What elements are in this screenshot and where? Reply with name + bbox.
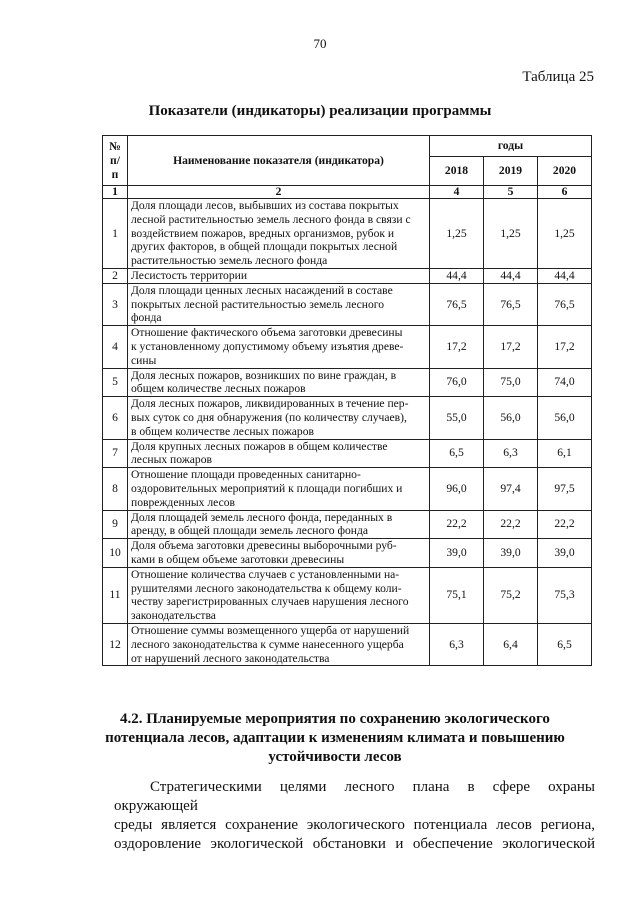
table-row [103, 567, 592, 623]
indicator-name-line: оздоровительных мероприятий к площади погибших и [131, 481, 403, 495]
table-row [103, 439, 592, 468]
table-row [103, 268, 592, 283]
indicator-name-line: Отношение фактического объема заготовки древесины [131, 326, 403, 340]
indicators-table [102, 135, 592, 666]
header-year: 2019 [484, 157, 538, 186]
section-heading [90, 710, 580, 767]
indicator-value: 6,3 [484, 439, 538, 468]
indicator-name-line: честву зарегистрированных случаев нарушения лесного [131, 595, 409, 609]
indicator-name [128, 439, 430, 468]
section-heading-line: 4.2. Планируемые мероприятия по сохранению экологического [120, 711, 550, 727]
indicator-name-line: растительностью земель лесного фонда [131, 254, 328, 268]
indicator-value: 76,5 [430, 283, 484, 325]
indicator-value: 76,5 [484, 283, 538, 325]
header-year: 2018 [430, 157, 484, 186]
indicator-name-line: покрытых лесной растительностью земель лесного [131, 297, 385, 311]
indicator-value: 76,0 [430, 368, 484, 397]
row-number: 8 [103, 468, 128, 510]
row-number: 4 [103, 326, 128, 368]
header-name: Наименование показателя (индикатора) [128, 136, 430, 186]
body-paragraph [114, 778, 595, 854]
row-number: 7 [103, 439, 128, 468]
indicator-name [128, 567, 430, 623]
column-index: 5 [484, 186, 538, 199]
header-num-line: п/ [110, 153, 120, 167]
indicator-value: 6,5 [538, 623, 592, 665]
row-number: 1 [103, 199, 128, 269]
indicator-name-line: Лесистость территории [131, 268, 248, 282]
indicator-name-line: воздействием пожаров, вредных организмов, рубок и [131, 226, 395, 240]
paragraph-line: Стратегическими целями лесного плана в сфере охраны окружающей [114, 779, 595, 814]
indicator-name [128, 283, 430, 325]
section-heading-line: потенциала лесов, адаптации к изменениям климата и повышению [105, 730, 565, 746]
table-row [103, 468, 592, 510]
row-number: 5 [103, 368, 128, 397]
page-number: 70 [313, 36, 327, 51]
header-year: 2020 [538, 157, 592, 186]
indicator-name-line: лесного законодательства к сумме нанесенного ущерба [131, 637, 404, 651]
indicator-value: 74,0 [538, 368, 592, 397]
indicator-name [128, 397, 430, 439]
indicator-value: 75,0 [484, 368, 538, 397]
indicator-name-line: Доля площадей земель лесного фонда, переданных в [131, 510, 393, 524]
table-title: Показатели (индикаторы) реализации программы [148, 103, 492, 119]
indicator-value: 75,3 [538, 567, 592, 623]
paragraph-line: оздоровление экологической обстановки и обеспечение экологической [114, 836, 595, 852]
indicator-name-line: Доля объема заготовки древесины выборочными руб- [131, 539, 397, 553]
indicator-value: 22,2 [430, 510, 484, 539]
indicator-value: 17,2 [430, 326, 484, 368]
indicator-name [128, 199, 430, 269]
indicator-name [128, 539, 430, 568]
table-row [103, 623, 592, 665]
row-number: 11 [103, 567, 128, 623]
indicator-name [128, 510, 430, 539]
table-row [103, 368, 592, 397]
indicator-name-line: лесных пожаров [131, 453, 212, 467]
header-num-line: № [109, 139, 121, 153]
header-num [103, 136, 128, 186]
row-number: 3 [103, 283, 128, 325]
indicator-value: 1,25 [538, 199, 592, 269]
table-label: Таблица 25 [522, 69, 594, 85]
indicator-value: 1,25 [430, 199, 484, 269]
indicator-value: 6,3 [430, 623, 484, 665]
table-row [103, 326, 592, 368]
column-index: 4 [430, 186, 484, 199]
indicator-name-line: сины [131, 353, 157, 367]
indicator-name-line: общем количестве лесных пожаров [131, 382, 306, 396]
indicator-value: 39,0 [538, 539, 592, 568]
indicator-name-line: фонда [131, 311, 162, 325]
indicator-name-line: поврежденных лесов [131, 495, 236, 509]
indicator-name-line: Доля площади ценных лесных насаждений в составе [131, 283, 393, 297]
indicator-name-line: к установленному допустимому объему изъятия древе- [131, 339, 404, 353]
header-years-label: годы [430, 136, 592, 157]
indicator-name-line: Доля крупных лесных пожаров в общем количестве [131, 439, 388, 453]
column-index: 2 [128, 186, 430, 199]
indicator-name-line: аренду, в общей площади земель лесного фонда [131, 524, 368, 538]
indicator-value: 22,2 [538, 510, 592, 539]
table-body [103, 199, 592, 666]
row-number: 6 [103, 397, 128, 439]
indicator-name-line: законодательства [131, 609, 216, 623]
indicator-name-line: Отношение количества случаев с установленными на- [131, 567, 400, 581]
table-row [103, 510, 592, 539]
row-number: 10 [103, 539, 128, 568]
paragraph-line: среды является сохранение экологического потенциала лесов региона, [114, 817, 595, 833]
indicator-value: 97,4 [484, 468, 538, 510]
indicator-value: 56,0 [538, 397, 592, 439]
table-row [103, 539, 592, 568]
indicator-name-line: Доля лесных пожаров, ликвидированных в течение пер- [131, 397, 409, 411]
indicator-name-line: Доля площади лесов, выбывших из состава покрытых [131, 199, 399, 212]
indicator-name [128, 623, 430, 665]
indicator-value: 6,5 [430, 439, 484, 468]
indicator-name-line: других факторов, в общей площади покрытых лесной [131, 240, 398, 254]
indicator-name-line: в общем количестве лесных пожаров [131, 424, 314, 438]
indicator-value: 44,4 [484, 268, 538, 283]
table-header-row [103, 136, 592, 157]
section-heading-line: устойчивости лесов [268, 749, 402, 765]
indicator-value: 22,2 [484, 510, 538, 539]
indicator-name [128, 326, 430, 368]
indicator-value: 1,25 [484, 199, 538, 269]
column-index-row [103, 186, 592, 199]
indicator-name-line: рушителями лесного законодательства к общему коли- [131, 581, 402, 595]
row-number: 12 [103, 623, 128, 665]
indicator-name-line: ками в общем объеме заготовки древесины [131, 552, 345, 566]
indicator-value: 97,5 [538, 468, 592, 510]
indicator-value: 75,2 [484, 567, 538, 623]
table-row [103, 199, 592, 269]
indicator-value: 44,4 [430, 268, 484, 283]
indicator-value: 44,4 [538, 268, 592, 283]
indicator-name-line: Отношение площади проведенных санитарно- [131, 468, 361, 482]
indicator-name-line: вых суток со дня обнаружения (по количеству случаев), [131, 410, 407, 424]
column-index: 6 [538, 186, 592, 199]
indicator-value: 55,0 [430, 397, 484, 439]
indicator-name [128, 468, 430, 510]
indicator-value: 17,2 [538, 326, 592, 368]
indicator-value: 39,0 [430, 539, 484, 568]
indicator-name-line: от нарушений лесного законодательства [131, 651, 330, 665]
column-index: 1 [103, 186, 128, 199]
indicator-value: 6,4 [484, 623, 538, 665]
indicator-value: 39,0 [484, 539, 538, 568]
row-number: 2 [103, 268, 128, 283]
indicator-name [128, 368, 430, 397]
indicator-value: 17,2 [484, 326, 538, 368]
table-row [103, 397, 592, 439]
indicator-value: 56,0 [484, 397, 538, 439]
indicator-name-line: Доля лесных пожаров, возникших по вине граждан, в [131, 368, 397, 382]
indicator-name [128, 268, 430, 283]
indicator-name-line: Отношение суммы возмещенного ущерба от нарушений [131, 623, 410, 637]
indicator-value: 76,5 [538, 283, 592, 325]
header-num-line: п [111, 167, 119, 181]
row-number: 9 [103, 510, 128, 539]
indicator-name-line: лесной растительностью земель лесного фонда в связи с [131, 212, 411, 226]
indicator-value: 96,0 [430, 468, 484, 510]
table-row [103, 283, 592, 325]
indicator-value: 6,1 [538, 439, 592, 468]
indicator-value: 75,1 [430, 567, 484, 623]
